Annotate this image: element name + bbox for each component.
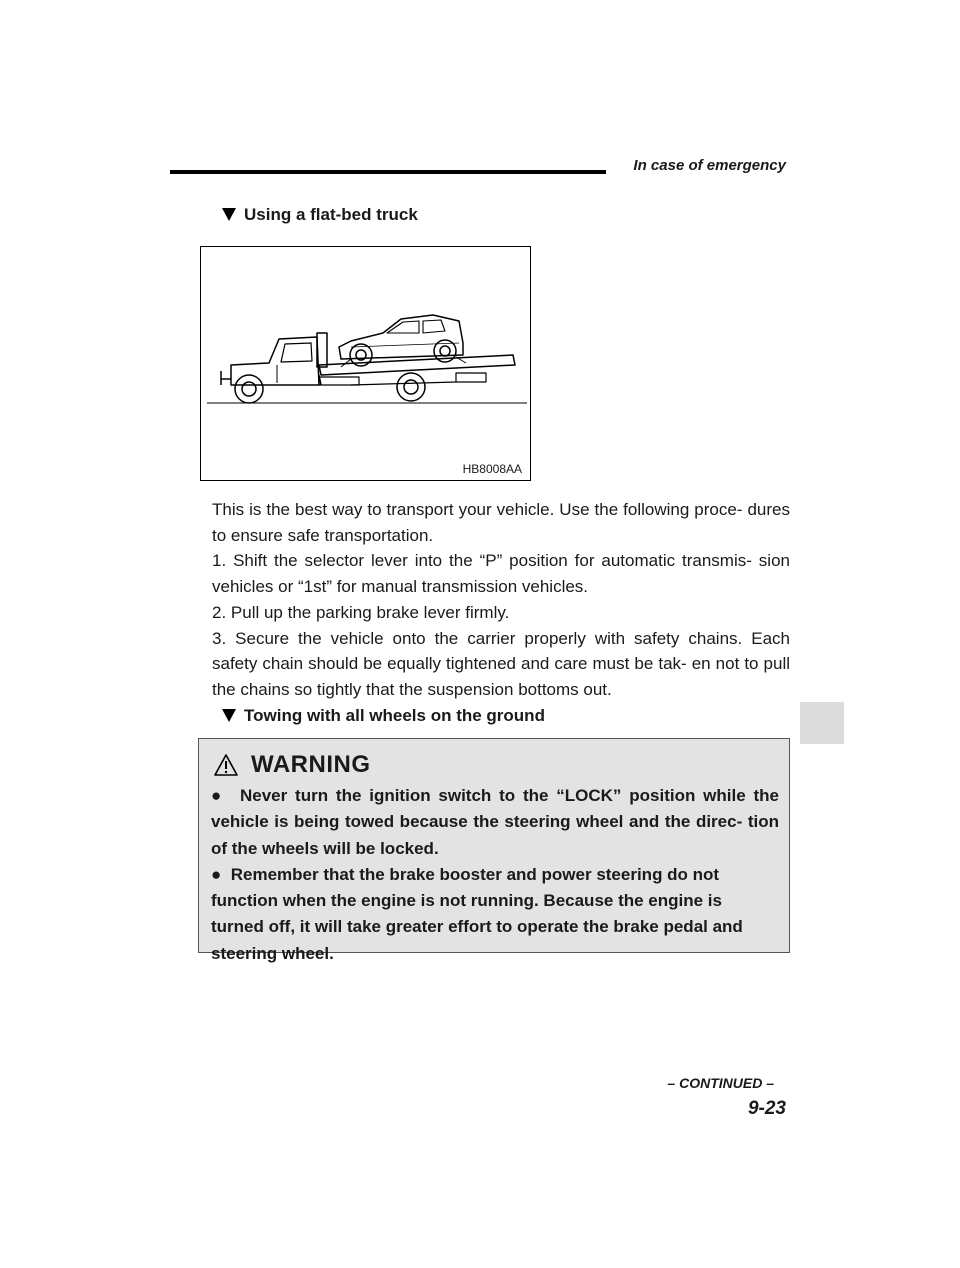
warning-box	[198, 738, 790, 963]
section-heading-text: Towing with all wheels on the ground	[244, 706, 545, 725]
section-heading-towing	[222, 706, 545, 726]
page-number: 9-23	[747, 1098, 786, 1119]
triangle-bullet-icon	[222, 709, 236, 722]
section-heading-flatbed	[222, 205, 418, 225]
body-text	[212, 497, 790, 703]
bullet-icon: ●	[211, 786, 225, 805]
step-1: 1. Shift the selector lever into the “P” position for automatic transmis- sion vehicles or “1st” for manual transmission vehicles.	[212, 551, 790, 597]
step-3: 3. Secure the vehicle onto the carrier properly with safety chains. Each safety chain should be equally tightened and care must be tak- en not to pull the chains so tightly that the suspension bottoms out.	[212, 628, 790, 699]
warning-item-text: Never turn the ignition switch to the “LOCK” position while the vehicle is being towed because the steering wheel and the direc- tion of the wheels will be locked.	[211, 786, 779, 858]
chapter-title: In case of emergency	[633, 157, 786, 174]
chapter-side-tab	[800, 702, 844, 744]
header-rule	[170, 170, 606, 174]
continued-label: – CONTINUED –	[667, 1075, 774, 1091]
paragraph-intro: This is the best way to transport your vehicle. Use the following proce- dures to ensure safe transportation.	[212, 500, 790, 545]
triangle-bullet-icon	[222, 208, 236, 221]
warning-title: WARNING	[251, 751, 371, 778]
warning-item-text: Remember that the brake booster and power steering do not function when the engine is not running. Because the engine is turned off, it will take greater effort to operate the brake pedal and steering wheel.	[211, 864, 743, 963]
warning-header	[211, 749, 779, 781]
warning-item-1	[211, 783, 779, 862]
warning-triangle-icon	[213, 753, 239, 777]
figure-code: HB8008AA	[462, 462, 522, 476]
bullet-icon: ●	[211, 864, 222, 884]
warning-item-2	[211, 862, 779, 967]
flatbed-truck-illustration	[200, 246, 531, 481]
section-heading-text: Using a flat-bed truck	[244, 205, 418, 224]
truck-drawing	[201, 247, 532, 482]
step-2: 2. Pull up the parking brake lever firmly.	[212, 602, 510, 622]
